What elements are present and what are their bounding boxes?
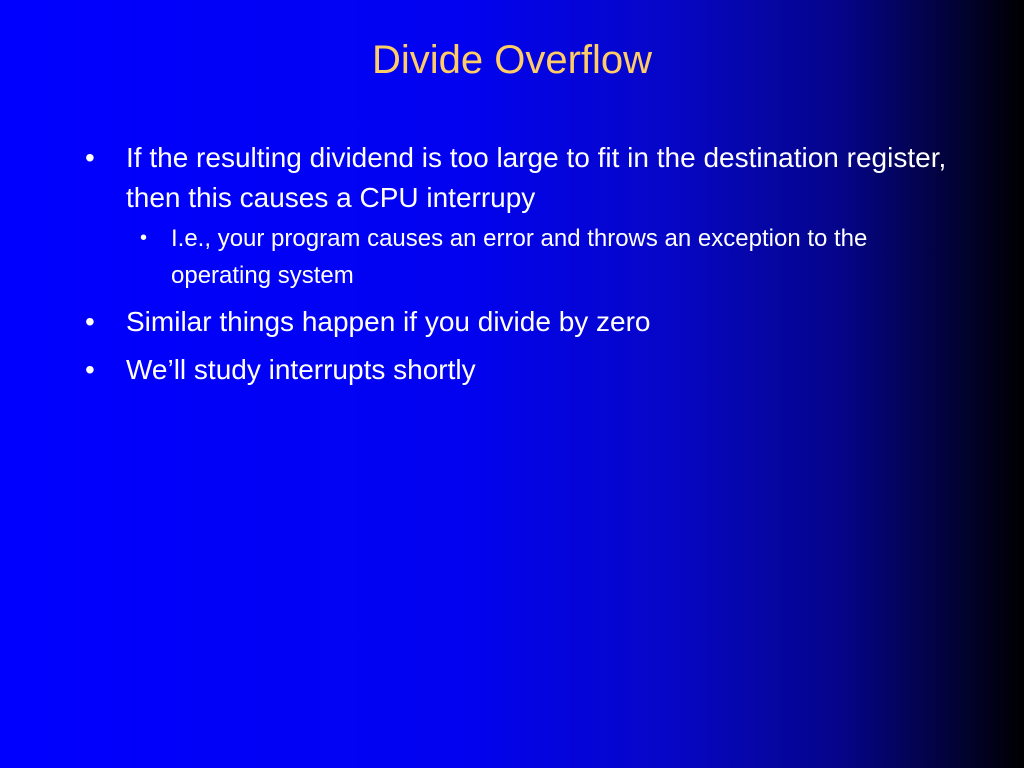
bullet-icon: • xyxy=(85,306,95,337)
sub-bullet-text: I.e., your program causes an error and throws an exception to the operating system xyxy=(171,225,868,289)
bullet-item xyxy=(85,350,965,390)
bullet-text: We’ll study interrupts shortly xyxy=(126,354,476,385)
sub-bullet-icon: • xyxy=(140,227,148,249)
bullet-text: If the resulting dividend is too large to fit in the destination register, then this causes a CPU interrupy xyxy=(126,142,947,213)
sub-bullet-item xyxy=(126,220,965,294)
sub-bullet-list xyxy=(126,220,965,294)
bullet-item xyxy=(85,138,965,294)
bullet-icon: • xyxy=(85,142,95,173)
bullet-item xyxy=(85,302,965,342)
slide-title: Divide Overflow xyxy=(371,38,653,82)
bullet-text: Similar things happen if you divide by zero xyxy=(126,306,651,337)
bullet-list xyxy=(85,138,965,398)
bullet-icon: • xyxy=(85,354,95,385)
